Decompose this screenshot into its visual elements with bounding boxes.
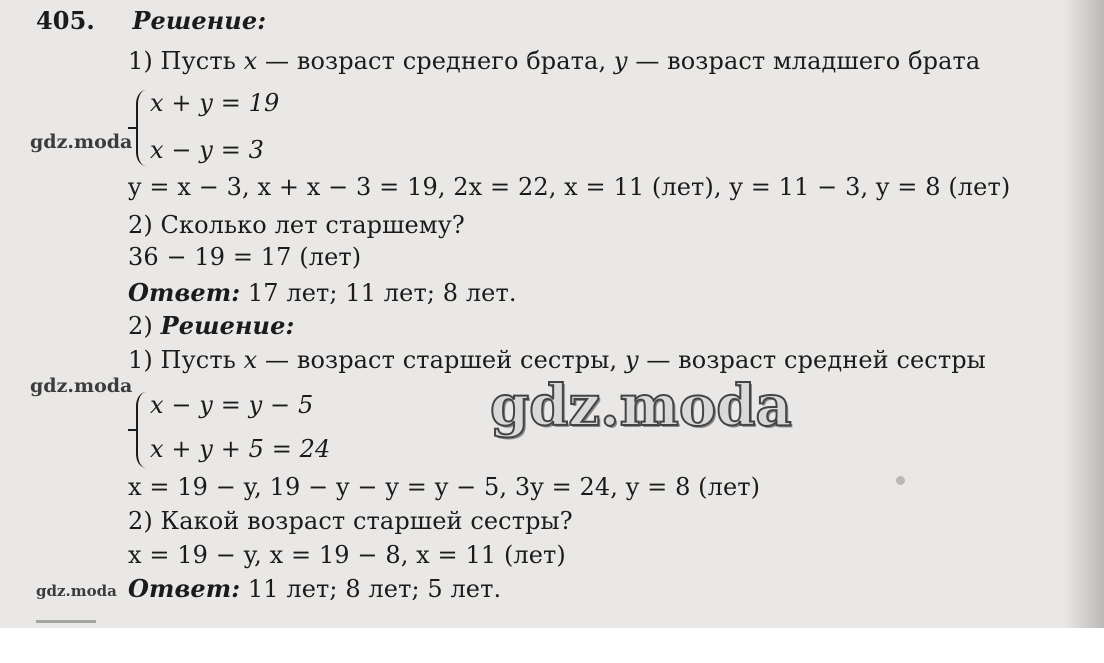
- system-2-equation-2: x + y + 5 = 24: [150, 435, 331, 463]
- system-brace-2: [136, 392, 146, 468]
- system-equation-2: x − y = 3: [150, 136, 264, 164]
- system-brace: [136, 90, 146, 166]
- system-equation-1: x + y = 19: [150, 89, 280, 117]
- answer-text-2: 11 лет; 8 лет; 5 лет.: [240, 575, 502, 603]
- cut-off-next-problem: [36, 620, 96, 628]
- answer-label: Ответ:: [128, 278, 241, 307]
- step-1-line: 1) Пусть x — возраст среднего брата, y — возраст младшего брата: [128, 47, 981, 75]
- watermark-small-3: gdz.moda: [36, 582, 117, 600]
- page-speck: [896, 476, 905, 485]
- step-2-line-2: 2) Какой возраст старшей сестры?: [128, 507, 573, 535]
- answer-line-2: [128, 574, 501, 604]
- problem-number: 405.: [36, 6, 95, 35]
- problem-header: [36, 6, 266, 36]
- step-2-line: 2) Сколько лет старшему?: [128, 211, 465, 239]
- step-1-line-2: 1) Пусть x — возраст старшей сестры, y — возраст средней сестры: [128, 346, 986, 374]
- solution-2-heading: 2) Решение:: [128, 311, 295, 340]
- watermark-large: gdz.moda: [490, 373, 792, 439]
- calculation-line: 36 − 19 = 17 (лет): [128, 243, 362, 271]
- calculation-line-2: x = 19 − y, x = 19 − 8, x = 11 (лет): [128, 541, 566, 569]
- bottom-margin: [0, 628, 1104, 663]
- answer-line: [128, 278, 517, 308]
- watermark-small-2: gdz.moda: [30, 375, 133, 397]
- answer-label-2: Ответ:: [128, 574, 241, 603]
- watermark-small-1: gdz.moda: [30, 131, 133, 153]
- answer-text: 17 лет; 11 лет; 8 лет.: [240, 279, 517, 307]
- solution-line: y = x − 3, x + x − 3 = 19, 2x = 22, x = 11 (лет), y = 11 − 3, y = 8 (лет): [128, 173, 1011, 201]
- solution-heading: Решение:: [132, 6, 267, 35]
- solution-line-2: x = 19 − y, 19 − y − y = y − 5, 3y = 24, y = 8 (лет): [128, 473, 761, 501]
- system-2-equation-1: x − y = y − 5: [150, 391, 314, 419]
